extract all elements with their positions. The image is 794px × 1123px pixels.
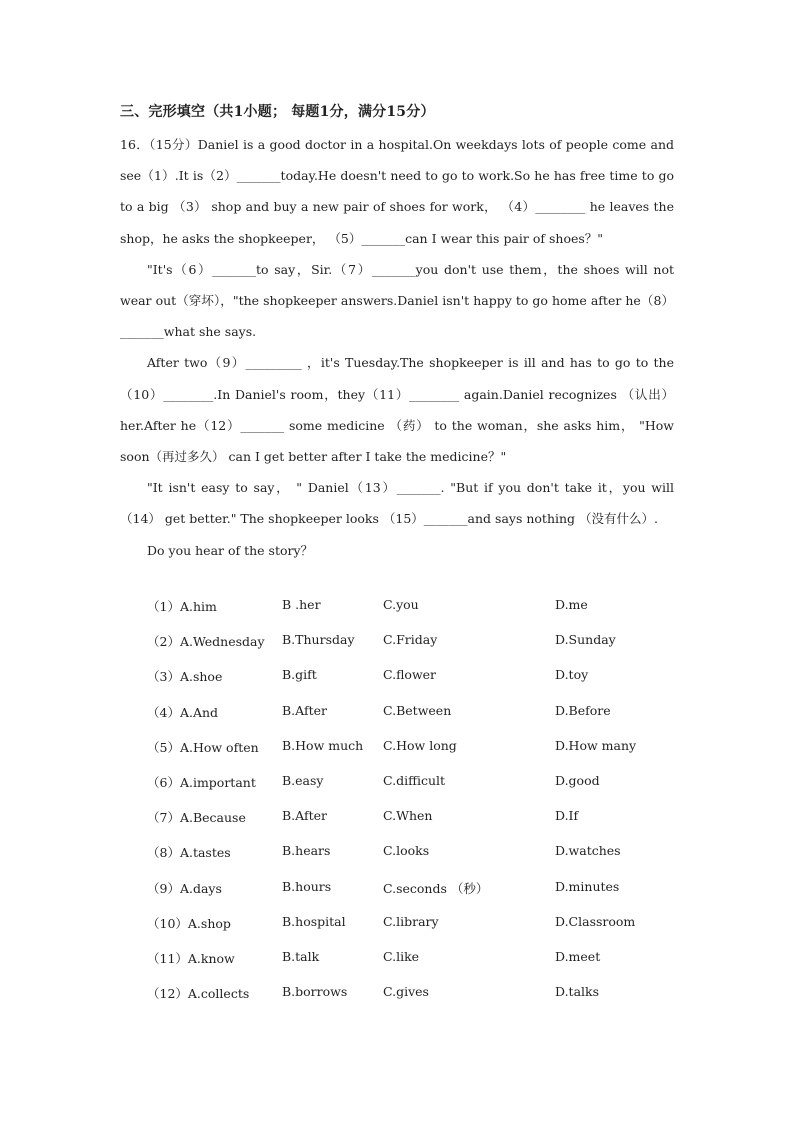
question-row <box>147 914 707 949</box>
question-number: （1） <box>147 599 180 614</box>
option-c: C.flower <box>383 667 437 683</box>
option-b: B.hours <box>282 878 332 894</box>
option-d: D.How many <box>555 737 637 753</box>
option-a-text: A.Because <box>179 810 246 826</box>
question-number: （10） <box>147 915 188 931</box>
option-c: C.gives <box>383 984 429 1000</box>
question-row <box>147 703 707 738</box>
option-b: B.easy <box>282 772 324 788</box>
question-number: （2） <box>147 634 180 650</box>
option-c: C.library <box>383 913 439 929</box>
option-a <box>147 738 259 756</box>
question-number: （4） <box>147 704 180 720</box>
option-c: C.like <box>383 948 420 964</box>
question-number: （7） <box>147 810 180 826</box>
option-a-text: A.How often <box>179 739 259 755</box>
option-a <box>147 808 246 826</box>
option-b: B.After <box>282 808 327 824</box>
option-d: D.good <box>555 772 600 788</box>
option-a <box>147 949 235 967</box>
option-c: C.looks <box>383 843 430 859</box>
question-number: （8） <box>147 845 180 861</box>
question-row <box>147 597 707 632</box>
option-c: C.When <box>383 808 433 824</box>
option-b: B.gift <box>282 667 317 683</box>
option-a <box>147 703 218 721</box>
option-a-text: A.Wednesday <box>179 634 265 650</box>
option-a <box>147 773 256 791</box>
passage-paragraph-4: "It isn't easy to say， " Daniel（13）_______. "But if you don't take it，you will （14） get better." The shopkeeper looks （15）_______and says nothing （没有什么）. <box>120 480 674 527</box>
passage-paragraph-1: 16．（15分）Daniel is a good doctor in a hospital.On weekdays lots of people come and see（1）.It is（2）_______today.He doesn't need to go to work.So he has free time to go to a big （3） shop and buy a new pair of shoes for work， （4）________ he leaves the shop，he asks the shopkeeper， （5）_______can I wear this pair of shoes？" <box>120 137 674 246</box>
option-b: B.How much <box>282 737 364 753</box>
option-a <box>147 667 222 685</box>
option-d: D.minutes <box>555 878 620 894</box>
option-c: C.you <box>383 597 419 612</box>
option-c: C.Between <box>383 702 452 718</box>
option-d: D.watches <box>555 843 621 859</box>
option-c: C.How long <box>383 737 457 753</box>
option-a <box>147 632 265 650</box>
option-d: D.meet <box>555 948 601 964</box>
option-b: B.After <box>282 702 327 718</box>
option-a-text: A.him <box>179 599 217 614</box>
question-row <box>147 808 707 843</box>
question-number: （11） <box>147 950 188 966</box>
option-a-text: A.tastes <box>179 845 231 861</box>
option-a-text: A.shoe <box>179 669 223 685</box>
option-b: B.hospital <box>282 913 346 929</box>
option-d: D.Classroom <box>555 913 636 929</box>
option-a <box>147 984 249 1002</box>
option-a-text: A.And <box>179 704 219 720</box>
question-number: （12） <box>147 986 188 1002</box>
question-row <box>147 843 707 878</box>
option-b: B.hears <box>282 843 331 859</box>
option-d: D.Sunday <box>555 632 616 648</box>
question-row <box>147 738 707 773</box>
question-row <box>147 632 707 667</box>
question-row <box>147 773 707 808</box>
option-b: B.talk <box>282 948 320 964</box>
option-a-text: A.collects <box>187 986 250 1002</box>
option-b: B .her <box>282 597 321 612</box>
question-row <box>147 949 707 984</box>
option-d: D.If <box>555 808 579 824</box>
cloze-passage <box>120 129 674 566</box>
question-row <box>147 984 707 1019</box>
passage-paragraph-2: "It's（6）_______to say，Sir.（7）_______you don't use them，the shoes will not wear out（穿坏），"the shopkeeper answers.Daniel isn't happy to go home after he（8）_______what she says. <box>120 261 674 340</box>
question-number: （3） <box>147 669 180 685</box>
option-d: D.Before <box>555 702 611 718</box>
option-a <box>147 597 217 615</box>
option-a-text: A.shop <box>187 915 231 931</box>
option-b: B.borrows <box>282 984 348 1000</box>
answer-options <box>147 597 707 1019</box>
question-row <box>147 879 707 914</box>
option-d: D.toy <box>555 667 589 683</box>
option-c: C.Friday <box>383 632 438 648</box>
question-number: （5） <box>147 739 180 755</box>
question-number: （9） <box>147 880 180 896</box>
passage-paragraph-3: After two（9）_________ ，it's Tuesday.The shopkeeper is ill and has to go to the（10）________.In Daniel's room，they（11）________ again.Daniel recognizes （认出） her.After he（12）_______ some medicine （药） to the woman，she asks him， "How soon（再过多久） can I get better after I take the medicine？" <box>120 355 674 465</box>
question-number: （6） <box>147 774 180 790</box>
passage-paragraph-5: Do you hear of the story？ <box>147 542 314 558</box>
option-d: D.talks <box>555 984 600 1000</box>
option-a <box>147 914 231 932</box>
option-a <box>147 879 222 897</box>
option-c: C.seconds （秒） <box>383 880 489 896</box>
option-a <box>147 843 231 861</box>
option-a-text: A.days <box>179 880 222 896</box>
option-c: C.difficult <box>383 772 446 788</box>
question-row <box>147 667 707 702</box>
option-d: D.me <box>555 597 588 612</box>
option-b: B.Thursday <box>282 632 355 648</box>
section-title: 三、完形填空（共1小题； 每题1分，满分15分） <box>120 104 435 120</box>
option-a-text: A.know <box>187 950 235 966</box>
option-a-text: A.important <box>179 774 256 790</box>
